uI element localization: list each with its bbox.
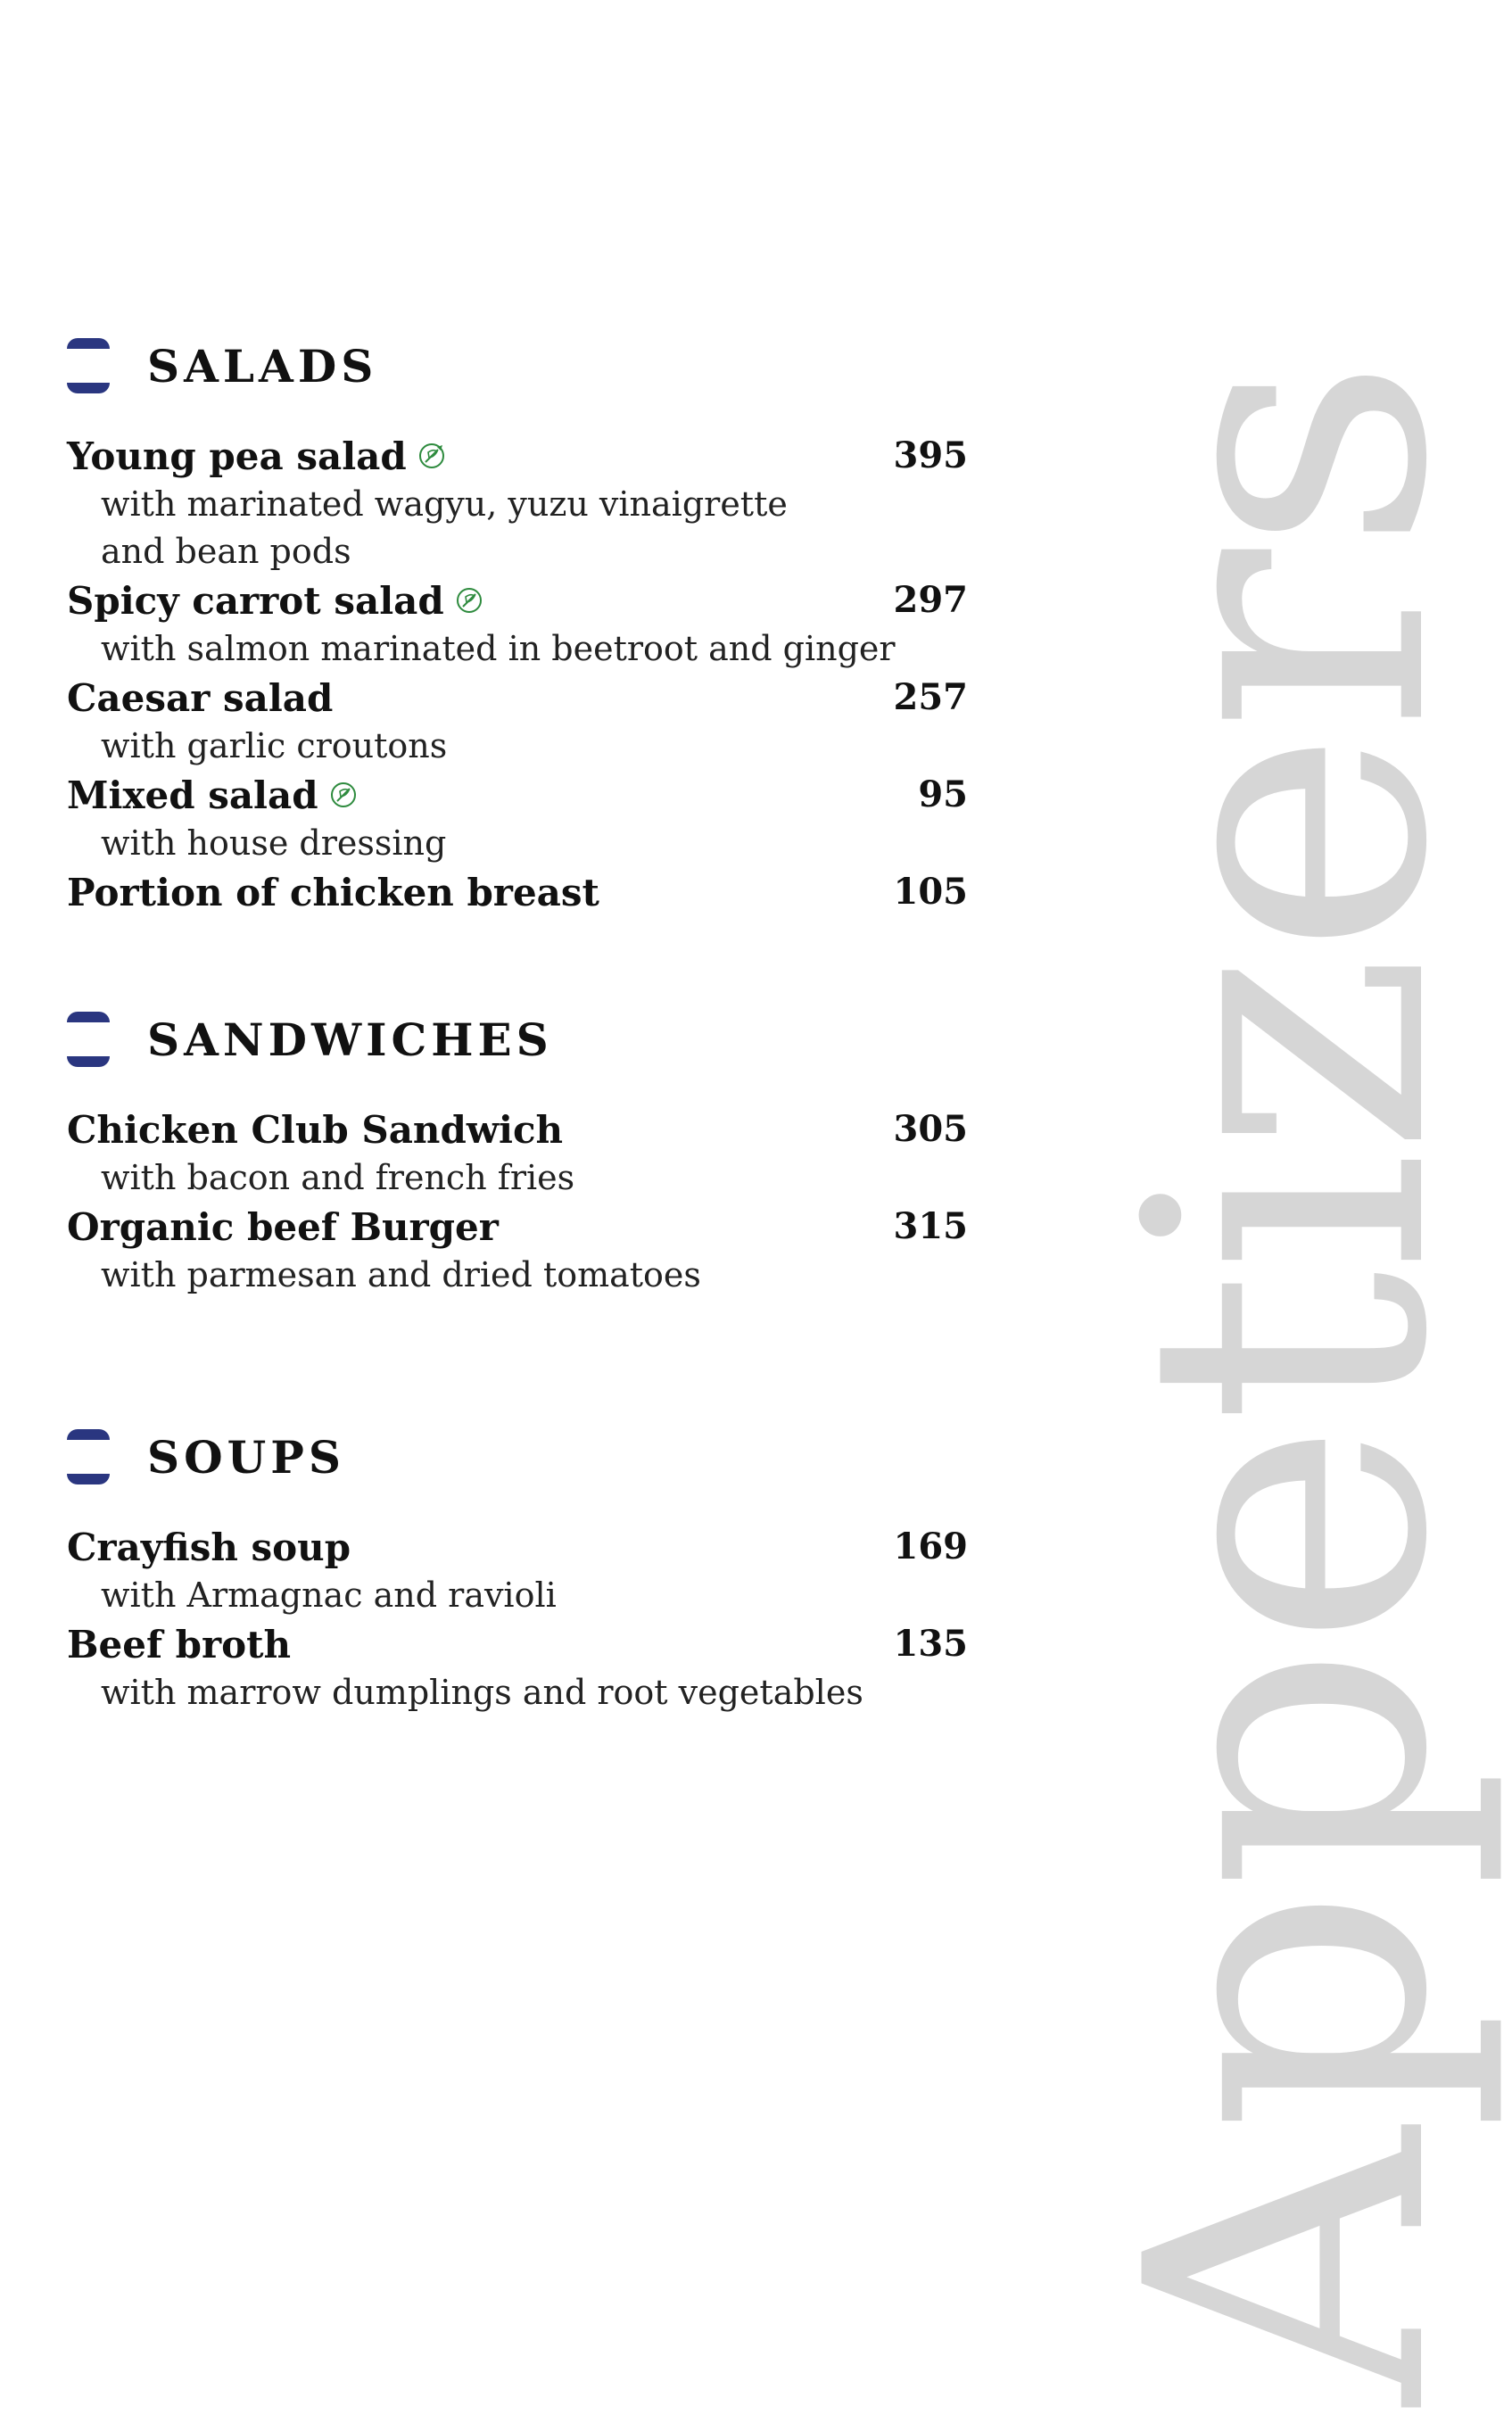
item-name: Spicy carrot salad xyxy=(67,578,444,623)
menu-item xyxy=(67,1522,968,1619)
section-header xyxy=(67,335,968,397)
section-soups xyxy=(67,1426,968,1716)
item-price: 257 xyxy=(893,676,968,718)
menu-item xyxy=(67,867,968,917)
item-name: Chicken Club Sandwich xyxy=(67,1107,564,1152)
section-title: SANDWICHES xyxy=(147,1013,553,1066)
section-header xyxy=(67,1426,968,1488)
section-marker-icon xyxy=(67,338,110,393)
menu-item xyxy=(67,1619,968,1716)
menu-item xyxy=(67,1104,968,1202)
vegetarian-leaf-icon xyxy=(329,781,358,809)
section-header xyxy=(67,1008,968,1071)
menu-item xyxy=(67,673,968,770)
item-price: 315 xyxy=(893,1205,968,1247)
item-name: Portion of chicken breast xyxy=(67,870,599,914)
item-description: with garlic croutons xyxy=(101,726,448,765)
item-name: Organic beef Burger xyxy=(67,1204,499,1249)
item-name: Caesar salad xyxy=(67,675,334,720)
vegetarian-leaf-icon xyxy=(417,442,446,470)
vegetarian-leaf-icon xyxy=(455,586,483,615)
item-description: with parmesan and dried tomatoes xyxy=(101,1255,701,1294)
item-name: Beef broth xyxy=(67,1622,292,1666)
item-description: with house dressing xyxy=(101,823,447,863)
menu-item xyxy=(67,770,968,867)
item-price: 305 xyxy=(893,1108,968,1150)
menu-item xyxy=(67,1202,968,1299)
item-name: Mixed salad xyxy=(67,773,318,817)
menu-item xyxy=(67,431,968,575)
item-name: Crayfish soup xyxy=(67,1525,351,1569)
item-description: with marrow dumplings and root vegetables xyxy=(101,1673,863,1712)
item-price: 95 xyxy=(918,773,968,815)
item-description: with salmon marinated in beetroot and ginger xyxy=(101,629,896,668)
item-price: 105 xyxy=(893,871,968,913)
item-price: 135 xyxy=(893,1623,968,1665)
item-description: with Armagnac and ravioli xyxy=(101,1575,557,1615)
section-marker-icon xyxy=(67,1429,110,1484)
section-title: SOUPS xyxy=(147,1430,345,1484)
section-title: SALADS xyxy=(147,339,378,393)
section-watermark: Appetizers xyxy=(1066,359,1512,2405)
section-salads xyxy=(67,335,968,917)
item-description: with marinated wagyu, yuzu vinaigrette and bean pods xyxy=(101,484,788,571)
item-price: 297 xyxy=(893,579,968,621)
item-name: Young pea salad xyxy=(67,434,407,478)
menu-item xyxy=(67,575,968,673)
section-marker-icon xyxy=(67,1012,110,1067)
item-price: 395 xyxy=(893,434,968,476)
item-description: with bacon and french fries xyxy=(101,1158,575,1197)
section-sandwiches xyxy=(67,1008,968,1299)
item-price: 169 xyxy=(893,1526,968,1567)
